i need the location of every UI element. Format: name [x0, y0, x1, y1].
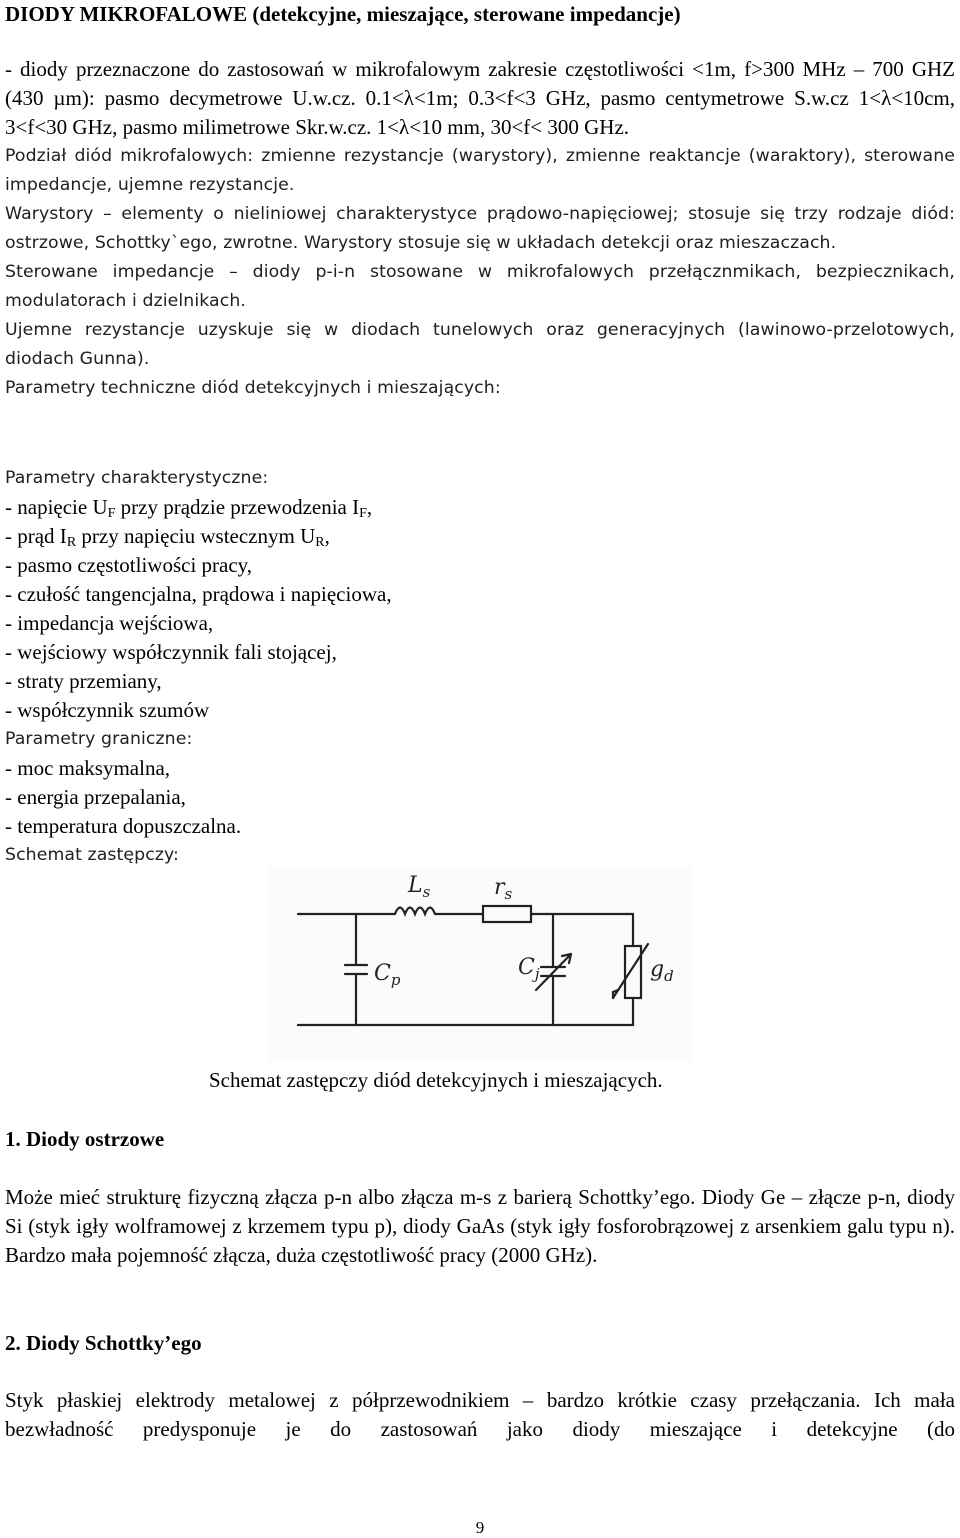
param-max-power: - moc maksymalna,: [5, 756, 171, 780]
section-1-body: [5, 1183, 955, 1270]
section-2-paragraph: Styk płaskiej elektrody metalowej z półprzewodnikiem – bardzo krótkie czasy przełączania. Ich mała bezwładność predysponuje je do zastosowań jako diody mieszające i detekcyjne (do: [5, 1388, 955, 1441]
intro-paragraph-negative-resistance: Ujemne rezystancje uzyskuje się w diodach tunelowych oraz generacyjnych (lawinowo-przelotowych, diodach Gunna).: [5, 320, 955, 369]
label-cj: $C_j$: [518, 955, 540, 983]
param-burnout-energy: - energia przepalania,: [5, 785, 186, 809]
param-sensitivity: - czułość tangencjalna, prądowa i napięciowa,: [5, 582, 392, 606]
param-noise-figure: - współczynnik szumów: [5, 698, 210, 722]
parameters-block: [5, 464, 955, 870]
section-2-heading: 2. Diody Schottky’ego: [5, 1331, 202, 1355]
section-2-body: [5, 1386, 955, 1444]
equivalent-circuit-label: Schemat zastępczy:: [5, 845, 179, 865]
document-title: DIODY MIKROFALOWE (detekcyjne, mieszające, sterowane impedancje): [5, 2, 681, 26]
section-1-paragraph: Może mieć strukturę fizyczną złącza p-n albo złącza m-s z barierą Schottky’ego. Diody Ge – złącze p-n, diody Si (styk igły wolframowej z krzemem typu p), diody GaAs (styk igły fosforobrązowej z arsenkiem galu typu n). Bardzo mała pojemność złącza, duża częstotliwość pracy (2000 GHz).: [5, 1185, 955, 1267]
param-allowed-temperature: - temperatura dopuszczalna.: [5, 814, 242, 838]
intro-paragraph-bands: - diody przeznaczone do zastosowań w mikrofalowym zakresie częstotliwości <1m, f>300 MHz – 700 GHZ (430 µm): pasmo decymetrowe U.w.cz. 0.1<λ<1m; 0.3<f<3 GHz, pasmo centymetrowe S.w.cz 1<λ<10cm, 3<f<30 GHz, pasmo milimetrowe Skr.w.cz. 1<λ<10 mm, 30<f< 300 GHz.: [5, 57, 955, 139]
section-1-heading: 1. Diody ostrzowe: [5, 1127, 165, 1151]
resistor-rs: [483, 906, 531, 922]
label-gd: $g_d$: [650, 957, 674, 985]
page-number: 9: [475, 1518, 485, 1537]
param-conversion-loss: - straty przemiany,: [5, 669, 162, 693]
intro-block: [5, 55, 955, 403]
figure-caption: Schemat zastępczy diód detekcyjnych i mieszających.: [209, 1068, 663, 1092]
label-rs: $r_s$: [494, 875, 513, 903]
label-ls: $L_s$: [408, 873, 431, 901]
intro-paragraph-division: Podział diód mikrofalowych: zmienne rezystancje (warystory), zmienne reaktancje (waraktory), sterowane impedancje, ujemne rezystancje.: [5, 146, 955, 195]
label-cp: $C_p$: [374, 961, 401, 989]
param-forward-voltage: - napięcie $U_F$ przy prądzie przewodzenia $I_F$,: [5, 495, 373, 521]
intro-paragraph-controlled-impedances: Sterowane impedancje – diody p-i-n stosowane w mikrofalowych przełącznmikach, bezpiecznikach, modulatorach i dzielnikach.: [5, 262, 955, 311]
param-vswr: - wejściowy współczynnik fali stojącej,: [5, 640, 337, 664]
inductor-ls: [395, 908, 435, 915]
param-reverse-current: - prąd $I_R$ przy napięciu wstecznym $U_R$,: [5, 524, 330, 550]
characteristic-params-heading: Parametry charakterystyczne:: [5, 468, 269, 488]
intro-paragraph-varistors: Warystory – elementy o nieliniowej charakterystyce prądowo-napięciowej; stosuje się trzy rodzaje diód: ostrzowe, Schottky`ego, zwrotne. Warystory stosuje się w układach detekcji oraz mieszaczach.: [5, 204, 955, 253]
param-input-impedance: - impedancja wejściowa,: [5, 611, 214, 635]
resistor-gd: [625, 946, 641, 998]
param-frequency-band: - pasmo częstotliwości pracy,: [5, 553, 253, 577]
equivalent-circuit-figure: [268, 868, 692, 1062]
intro-paragraph-technical-params: Parametry techniczne diód detekcyjnych i mieszających:: [5, 378, 501, 398]
limit-params-heading: Parametry graniczne:: [5, 729, 193, 749]
equivalent-circuit-diagram: [268, 868, 692, 1062]
